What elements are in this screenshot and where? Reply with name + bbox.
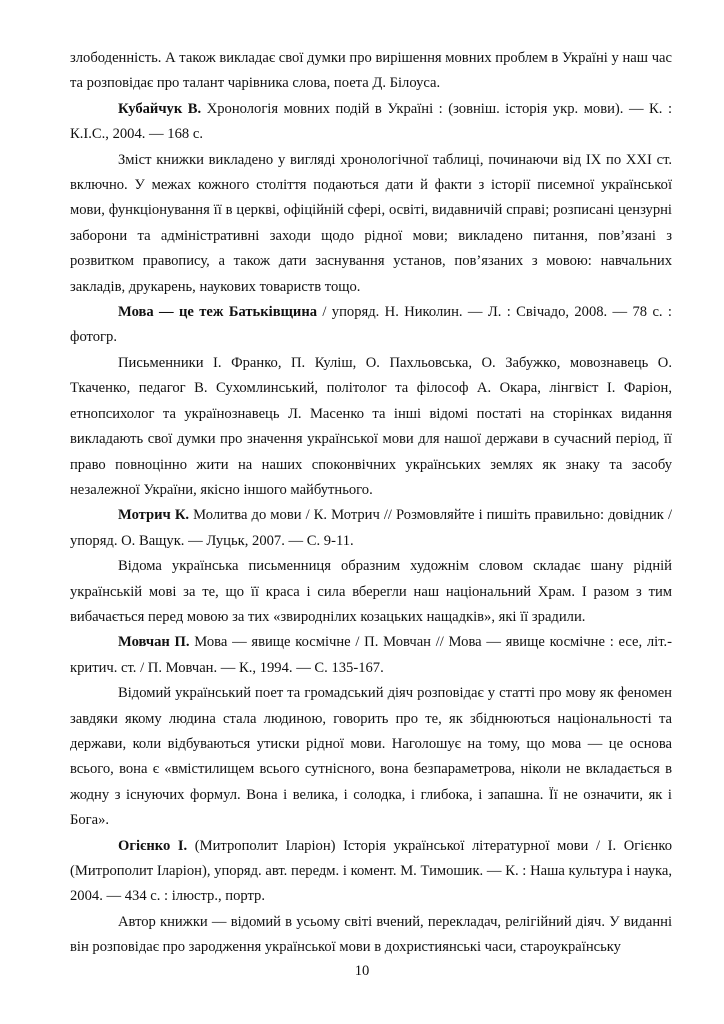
- paragraph-text: Зміст книжки викладено у вигляді хронологічної таблиці, починаючи від ІХ по ХХІ ст. включно. У межах кожного століття подаються дати й факти з історії писемної української мови, функціонування її в церкві, офіційній сфері, освіті, видавничій справі; розписані цензурні заборони та адміністративні заходи щодо рідної мови; викладено питання, пов’язані з розвитком правопису, а також дати заснування установ, пов’язаних з мовою: навчальних закладів, друкарень, наукових товариств тощо.: [70, 151, 672, 295]
- paragraph-text: Письменники І. Франко, П. Куліш, О. Пахльовська, О. Забужко, мовознавець О. Ткаченко, педагог В. Сухомлинський, політолог та філософ А. Окара, лінгвіст І. Фаріон, етнопсихолог та українознавець Л. Масенко та інші відомі постаті на сторінках видання викладають свої думки про значення української мови для нашої держави в сучасний період, її право повноцінно жити на наших споконвічних українських землях як знаку та засобу незалежної України, якісно іншого майбутнього.: [70, 354, 672, 498]
- paragraph-text: Відомий український поет та громадський діяч розповідає у статті про мову як феномен завдяки якому людина стала людиною, говорить про те, як збіднюються національності та держави, коли відбуваються утиски рідної мови. Наголошує на тому, що мова — це основа всього, вона є «вмістилищем всього сутнісного, вона безпараметрова, ніколи не вкладається в жодну з існуючих формул. Вона і велика, і солодка, і глибока, і запашна. Її не означити, як і Бога».: [70, 685, 672, 829]
- page-number: 10: [354, 963, 370, 979]
- bibliography-entry: [70, 834, 672, 910]
- entry-title: Мова — це теж Батьківщина: [118, 304, 318, 321]
- annotation-paragraph: [70, 148, 672, 300]
- document-body: [70, 46, 672, 961]
- entry-author: Огієнко І.: [118, 837, 188, 854]
- bibliography-entry: [70, 630, 672, 681]
- entry-text: Молитва до мови / К. Мотрич // Розмовляйте і пишіть правильно: довідник / упоряд. О. Ващук. — Луцьк, 2007. — С. 9-11.: [70, 507, 672, 549]
- entry-text: Хронологія мовних подій в Україні : (зовніш. історія укр. мови). — К. : К.І.С., 2004. — 168 с.: [70, 100, 673, 143]
- entry-text: Мова — явище космічне / П. Мовчан // Мова — явище космічне : есе, літ.-критич. ст. / П. Мовчан. — К., 1994. — С. 135-167.: [70, 634, 672, 676]
- bibliography-entry: [70, 97, 672, 148]
- annotation-paragraph: [70, 351, 672, 503]
- bibliography-entry: [70, 503, 672, 554]
- paragraph-text: Відома українська письменниця образним художнім словом складає шану рідній українській мові за те, що її краса і сила вберегли наш національний Храм. І разом з тим вибачається перед мовою за тих «звироднілих козацьких нащадків», які її зрадили.: [70, 558, 672, 625]
- paragraph-text: злободенність. А також викладає свої думки про вирішення мовних проблем в Україні у наш час та розповідає про талант чарівника слова, поета Д. Білоуса.: [70, 50, 672, 92]
- entry-text: / упоряд. Н. Николин. — Л. : Свічадо, 2008. — 78 с. : фотогр.: [70, 304, 672, 346]
- paragraph-continuation: [70, 46, 672, 97]
- entry-text: (Митрополит Іларіон) Історія української літературної мови / І. Огієнко (Митрополит Іларіон), упоряд. авт. передм. і комент. М. Тимошик. — К. : Наша культура і наука, 2004. — 434 с. : ілюстр., портр.: [70, 837, 672, 905]
- entry-author: Мотрич К.: [118, 507, 190, 524]
- annotation-paragraph: [70, 681, 672, 833]
- paragraph-text: Автор книжки — відомий в усьому світі вчений, перекладач, релігійний діяч. У виданні він розповідає про зародження української мови в дохристиянські часи, староукраїнську: [70, 913, 672, 956]
- bibliography-entry: [70, 300, 672, 351]
- annotation-paragraph: [70, 910, 672, 961]
- entry-author: Кубайчук В.: [118, 100, 202, 117]
- entry-author: Мовчан П.: [118, 634, 190, 651]
- annotation-paragraph: [70, 554, 672, 630]
